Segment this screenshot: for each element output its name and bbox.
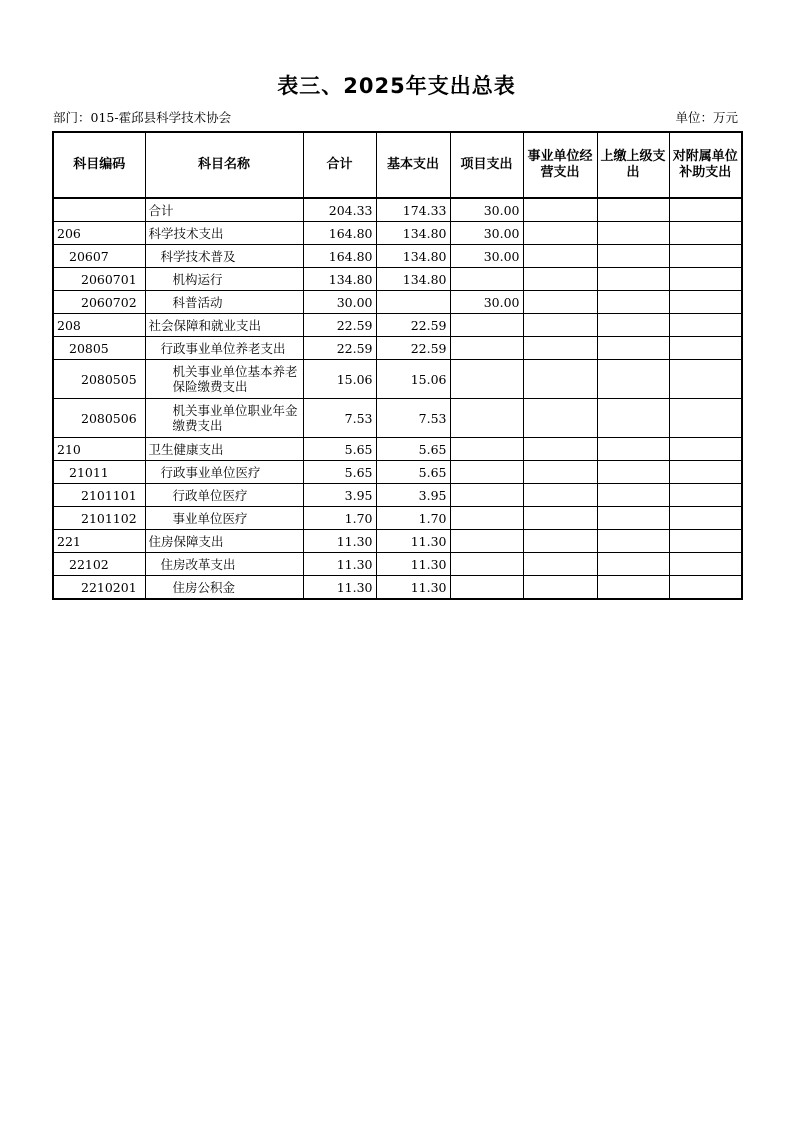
row-code: 221 — [53, 530, 145, 553]
row-total: 15.06 — [303, 360, 376, 399]
row-basic: 22.59 — [376, 337, 450, 360]
col-header-basic: 基本支出 — [376, 132, 450, 198]
row-subsidy — [669, 438, 742, 461]
row-basic — [376, 291, 450, 314]
table-row — [53, 360, 742, 399]
row-upper — [597, 222, 669, 245]
row-name: 科学技术普及 — [145, 245, 303, 268]
row-upper — [597, 553, 669, 576]
table-row — [53, 268, 742, 291]
row-total: 164.80 — [303, 222, 376, 245]
row-subsidy — [669, 576, 742, 600]
table-row — [53, 507, 742, 530]
col-header-upper: 上缴上级支出 — [597, 132, 669, 198]
row-name: 机构运行 — [145, 268, 303, 291]
row-project — [450, 399, 523, 438]
row-code: 206 — [53, 222, 145, 245]
row-business — [523, 245, 597, 268]
col-header-code: 科目编码 — [53, 132, 145, 198]
row-subsidy — [669, 198, 742, 222]
row-basic: 11.30 — [376, 553, 450, 576]
row-business — [523, 484, 597, 507]
row-name: 住房保障支出 — [145, 530, 303, 553]
row-basic: 1.70 — [376, 507, 450, 530]
row-upper — [597, 337, 669, 360]
row-business — [523, 337, 597, 360]
page-title: 表三、2025年支出总表 — [277, 74, 516, 98]
row-business — [523, 530, 597, 553]
col-header-total: 合计 — [303, 132, 376, 198]
row-total: 1.70 — [303, 507, 376, 530]
row-name: 事业单位医疗 — [145, 507, 303, 530]
row-upper — [597, 268, 669, 291]
row-upper — [597, 530, 669, 553]
row-project — [450, 553, 523, 576]
row-basic: 134.80 — [376, 222, 450, 245]
row-subsidy — [669, 484, 742, 507]
table-row — [53, 461, 742, 484]
row-total: 11.30 — [303, 553, 376, 576]
row-name: 行政事业单位养老支出 — [145, 337, 303, 360]
department-label: 部门：015-霍邱县科学技术协会 — [53, 110, 232, 125]
row-name: 社会保障和就业支出 — [145, 314, 303, 337]
row-basic: 5.65 — [376, 461, 450, 484]
col-header-name: 科目名称 — [145, 132, 303, 198]
row-project — [450, 337, 523, 360]
row-business — [523, 399, 597, 438]
row-business — [523, 314, 597, 337]
header-row — [53, 132, 742, 198]
row-name: 行政事业单位医疗 — [145, 461, 303, 484]
row-business — [523, 360, 597, 399]
table-row — [53, 314, 742, 337]
row-code: 2101102 — [53, 507, 145, 530]
row-upper — [597, 245, 669, 268]
row-subsidy — [669, 399, 742, 438]
row-basic: 7.53 — [376, 399, 450, 438]
row-total: 164.80 — [303, 245, 376, 268]
row-total: 204.33 — [303, 198, 376, 222]
row-subsidy — [669, 245, 742, 268]
table-row — [53, 438, 742, 461]
row-code: 210 — [53, 438, 145, 461]
row-code: 2101101 — [53, 484, 145, 507]
row-code: 2210201 — [53, 576, 145, 600]
col-header-subsidy: 对附属单位补助支出 — [669, 132, 742, 198]
table-row — [53, 553, 742, 576]
row-basic: 5.65 — [376, 438, 450, 461]
row-project — [450, 530, 523, 553]
row-subsidy — [669, 314, 742, 337]
row-upper — [597, 484, 669, 507]
row-upper — [597, 314, 669, 337]
row-name: 行政单位医疗 — [145, 484, 303, 507]
row-code: 21011 — [53, 461, 145, 484]
row-total: 11.30 — [303, 576, 376, 600]
row-business — [523, 507, 597, 530]
row-total: 134.80 — [303, 268, 376, 291]
row-project — [450, 438, 523, 461]
row-code: 22102 — [53, 553, 145, 576]
expenditure-table — [52, 131, 743, 600]
row-project: 30.00 — [450, 245, 523, 268]
row-basic: 134.80 — [376, 268, 450, 291]
row-project — [450, 268, 523, 291]
row-total: 22.59 — [303, 337, 376, 360]
row-upper — [597, 399, 669, 438]
row-business — [523, 291, 597, 314]
row-subsidy — [669, 337, 742, 360]
row-basic: 3.95 — [376, 484, 450, 507]
row-upper — [597, 291, 669, 314]
row-upper — [597, 507, 669, 530]
row-subsidy — [669, 553, 742, 576]
row-total: 7.53 — [303, 399, 376, 438]
row-code: 20805 — [53, 337, 145, 360]
row-upper — [597, 576, 669, 600]
row-business — [523, 268, 597, 291]
table-row — [53, 222, 742, 245]
row-project — [450, 484, 523, 507]
row-total: 5.65 — [303, 461, 376, 484]
row-code: 2060701 — [53, 268, 145, 291]
row-basic: 11.30 — [376, 576, 450, 600]
row-subsidy — [669, 291, 742, 314]
row-subsidy — [669, 530, 742, 553]
row-name: 科普活动 — [145, 291, 303, 314]
row-project — [450, 576, 523, 600]
row-business — [523, 461, 597, 484]
row-total: 5.65 — [303, 438, 376, 461]
row-basic: 134.80 — [376, 245, 450, 268]
row-project: 30.00 — [450, 222, 523, 245]
row-subsidy — [669, 222, 742, 245]
row-code: 2060702 — [53, 291, 145, 314]
row-business — [523, 438, 597, 461]
col-header-business: 事业单位经营支出 — [523, 132, 597, 198]
table-row — [53, 399, 742, 438]
unit-label: 单位：万元 — [675, 110, 738, 125]
table-row — [53, 337, 742, 360]
row-code: 20607 — [53, 245, 145, 268]
table-row — [53, 484, 742, 507]
table-row — [53, 530, 742, 553]
table-row — [53, 245, 742, 268]
row-subsidy — [669, 507, 742, 530]
row-code: 208 — [53, 314, 145, 337]
row-project — [450, 314, 523, 337]
row-total: 30.00 — [303, 291, 376, 314]
row-name: 卫生健康支出 — [145, 438, 303, 461]
row-name: 合计 — [145, 198, 303, 222]
row-business — [523, 553, 597, 576]
row-total: 11.30 — [303, 530, 376, 553]
row-basic: 22.59 — [376, 314, 450, 337]
row-business — [523, 576, 597, 600]
row-project: 30.00 — [450, 291, 523, 314]
row-basic: 11.30 — [376, 530, 450, 553]
row-upper — [597, 360, 669, 399]
row-total: 3.95 — [303, 484, 376, 507]
row-business — [523, 198, 597, 222]
col-header-project: 项目支出 — [450, 132, 523, 198]
row-upper — [597, 198, 669, 222]
row-upper — [597, 438, 669, 461]
row-total: 22.59 — [303, 314, 376, 337]
table-row — [53, 576, 742, 600]
row-upper — [597, 461, 669, 484]
row-subsidy — [669, 461, 742, 484]
row-subsidy — [669, 360, 742, 399]
row-code: 2080505 — [53, 360, 145, 399]
row-project — [450, 507, 523, 530]
row-name: 机关事业单位职业年金缴费支出 — [145, 399, 303, 438]
row-name: 科学技术支出 — [145, 222, 303, 245]
row-code: 2080506 — [53, 399, 145, 438]
row-code — [53, 198, 145, 222]
row-business — [523, 222, 597, 245]
table-row — [53, 198, 742, 222]
row-project: 30.00 — [450, 198, 523, 222]
row-name: 机关事业单位基本养老保险缴费支出 — [145, 360, 303, 399]
row-basic: 15.06 — [376, 360, 450, 399]
row-name: 住房公积金 — [145, 576, 303, 600]
row-project — [450, 360, 523, 399]
row-basic: 174.33 — [376, 198, 450, 222]
row-subsidy — [669, 268, 742, 291]
row-name: 住房改革支出 — [145, 553, 303, 576]
row-project — [450, 461, 523, 484]
table-row — [53, 291, 742, 314]
